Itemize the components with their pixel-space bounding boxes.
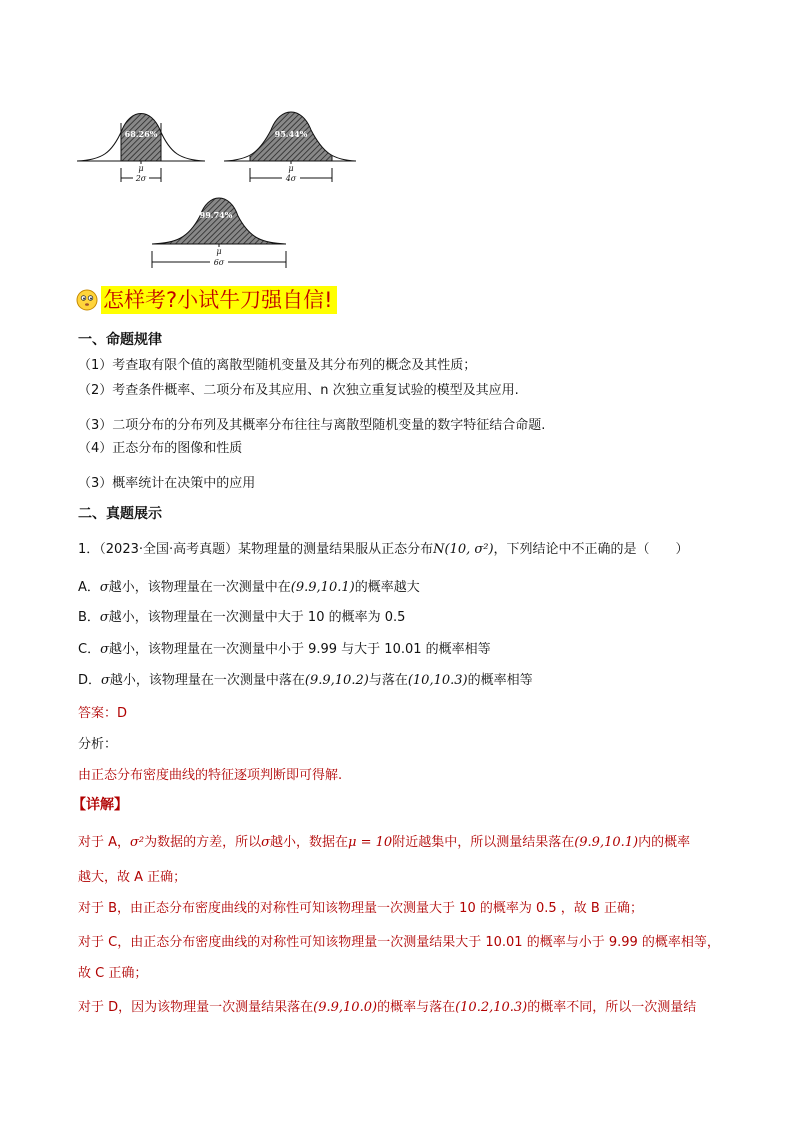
sigma-symbol: σ <box>101 673 110 688</box>
detail-a-text-2: 越小，数据在 <box>270 835 349 850</box>
detail-d-prefix: 对于 D，因为该物理量一次测量结果落在 <box>78 1000 314 1015</box>
interval-2: (10.2,10.3) <box>455 1000 528 1015</box>
section-2-title: 二、真题展示 <box>78 506 162 522</box>
option-c <box>78 638 491 657</box>
detail-c-line-1: 对于 C，由正态分布密度曲线的对称性可知该物理量一次测量结果大于 10.01 的概率与小于 9.99 的概率相等， <box>78 935 720 950</box>
option-label: C． <box>78 642 101 657</box>
option-interval: (9.9,10.1) <box>290 580 355 595</box>
option-text-2: 与落在 <box>368 673 408 688</box>
detail-a-line-1 <box>78 831 690 850</box>
detail-a-line-2: 越大，故 A 正确； <box>78 870 187 885</box>
mu-label: μ <box>288 164 294 173</box>
option-d <box>78 669 533 688</box>
banner-title: 怎样考?小试牛刀强自信! <box>101 286 337 314</box>
option-interval-1: (9.9,10.2) <box>304 673 369 688</box>
rule-item-3: （3）二项分布的分布列及其概率分布往往与离散型随机变量的数字特征结合命题. <box>78 418 546 433</box>
detail-c-line-2: 故 C 正确； <box>78 966 148 981</box>
answer-line: 答案：D <box>78 706 128 721</box>
normal-curve-6sigma <box>150 184 290 270</box>
curve-percent: 99.74% <box>199 210 233 220</box>
detail-d-text-2: 的概率不同，所以一次测量结 <box>527 1000 697 1015</box>
curve-percent: 68.26% <box>124 129 158 139</box>
option-label: A． <box>78 580 100 595</box>
detail-a-prefix: 对于 A， <box>78 835 131 850</box>
width-label: 2σ <box>135 174 147 183</box>
width-label: 4σ <box>285 174 297 183</box>
option-text: 越小，该物理量在一次测量中大于 10 的概率为 0.5 <box>108 610 406 625</box>
option-text: 越小，该物理量在一次测量中落在 <box>109 673 305 688</box>
sigma-symbol: σ <box>99 580 109 595</box>
interval: (9.9,10.1) <box>574 835 639 850</box>
option-label: B． <box>78 610 100 625</box>
option-b <box>78 606 405 625</box>
mu-label: μ <box>138 164 144 173</box>
detail-a-text-3: 附近越集中，所以测量结果落在 <box>392 835 575 850</box>
rule-item-4: （4）正态分布的图像和性质 <box>78 441 243 456</box>
option-text-2: 的概率越大 <box>354 580 420 595</box>
section-1-title: 一、命题规律 <box>78 332 162 348</box>
option-text: 越小，该物理量在一次测量中在 <box>108 580 291 595</box>
thinking-face-icon <box>75 288 99 312</box>
mu-label: μ <box>216 247 222 256</box>
option-label: D． <box>78 673 102 688</box>
sigma-squared: σ² <box>130 835 145 850</box>
rule-item-5: （3）概率统计在决策中的应用 <box>78 476 256 491</box>
option-interval-2: (10,10.3) <box>407 673 468 688</box>
stem-prefix: 1．（2023·全国·高考真题）某物理量的测量结果服从正态分布 <box>78 542 434 557</box>
interval-1: (9.9,10.0) <box>313 1000 378 1015</box>
mu-equals-10: μ = 10 <box>348 835 393 850</box>
detail-a-text-4: 内的概率 <box>638 835 691 850</box>
sigma-symbol: σ <box>99 610 109 625</box>
width-label: 6σ <box>213 258 225 267</box>
stem-math: N(10, σ²) <box>433 542 494 557</box>
normal-curve-4sigma <box>224 98 364 184</box>
option-text-3: 的概率相等 <box>467 673 533 688</box>
section-banner <box>75 285 337 315</box>
option-a <box>78 576 420 595</box>
detail-d-line <box>78 996 696 1015</box>
sigma-symbol: σ <box>100 642 109 657</box>
question-stem <box>78 538 689 557</box>
normal-curve-2sigma <box>77 98 217 184</box>
sigma-symbol: σ <box>261 835 271 850</box>
curve-percent: 95.44% <box>274 129 308 139</box>
detail-b-line: 对于 B，由正态分布密度曲线的对称性可知该物理量一次测量大于 10 的概率为 0.5 ，故 B 正确； <box>78 901 643 916</box>
detail-label: 【详解】 <box>72 797 128 813</box>
rule-item-1: （1）考查取有限个值的离散型随机变量及其分布列的概念及其性质； <box>78 358 477 373</box>
option-text: 越小，该物理量在一次测量中小于 9.99 与大于 10.01 的概率相等 <box>108 642 491 657</box>
detail-d-text-1: 的概率与落在 <box>377 1000 456 1015</box>
analysis-label: 分析： <box>78 737 118 752</box>
stem-suffix: ，下列结论中不正确的是（ ） <box>493 542 689 557</box>
rule-item-2: （2）考查条件概率、二项分布及其应用、n 次独立重复试验的模型及其应用. <box>78 383 519 398</box>
analysis-text: 由正态分布密度曲线的特征逐项判断即可得解. <box>78 768 343 783</box>
detail-a-text-1: 为数据的方差，所以 <box>144 835 262 850</box>
